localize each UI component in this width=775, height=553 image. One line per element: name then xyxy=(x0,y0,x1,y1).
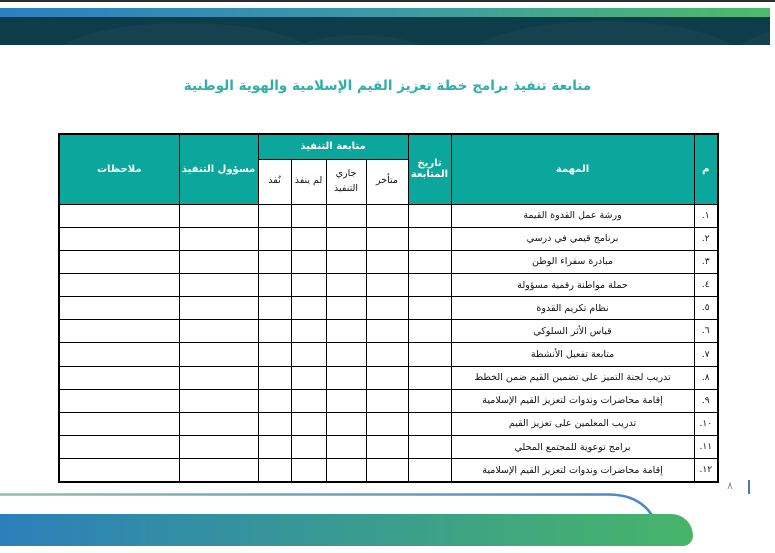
notes-cell xyxy=(59,273,179,296)
table-row xyxy=(59,366,718,389)
row-number: ٣. xyxy=(694,250,718,273)
in-progress-cell xyxy=(326,412,366,435)
in-progress-cell xyxy=(326,343,366,366)
not-executed-cell xyxy=(291,273,326,296)
table-row xyxy=(59,320,718,343)
responsible-cell xyxy=(179,250,258,273)
not-executed-cell xyxy=(291,227,326,250)
follow-date-cell xyxy=(408,389,451,412)
notes-cell xyxy=(59,343,179,366)
not-executed-cell xyxy=(291,204,326,227)
late-cell xyxy=(366,343,408,366)
responsible-cell xyxy=(179,343,258,366)
row-number: ٢. xyxy=(694,227,718,250)
page-number: ٨ xyxy=(727,480,733,492)
in-progress-cell xyxy=(326,389,366,412)
column-header-late: متأخر xyxy=(366,159,408,204)
column-header-no: م xyxy=(694,134,718,204)
page-number-divider xyxy=(748,480,750,494)
executed-cell xyxy=(258,343,291,366)
table-row xyxy=(59,343,718,366)
table-row xyxy=(59,227,718,250)
header-navy-band xyxy=(0,17,770,45)
task-name: برامج توعوية للمجتمع المحلي xyxy=(451,436,694,459)
not-executed-cell xyxy=(291,297,326,320)
follow-date-cell xyxy=(408,320,451,343)
task-name: ورشة عمل القدوة القيمة xyxy=(451,204,694,227)
table-row xyxy=(59,459,718,482)
not-executed-cell xyxy=(291,366,326,389)
row-number: ١٢. xyxy=(694,459,718,482)
not-executed-cell xyxy=(291,412,326,435)
row-number: ١. xyxy=(694,204,718,227)
task-name: متابعة تفعيل الأنشطة xyxy=(451,343,694,366)
executed-cell xyxy=(258,204,291,227)
late-cell xyxy=(366,320,408,343)
in-progress-cell xyxy=(326,250,366,273)
task-name: مبادرة سفراء الوطن xyxy=(451,250,694,273)
row-number: ١١. xyxy=(694,436,718,459)
row-number: ٩. xyxy=(694,389,718,412)
follow-date-cell xyxy=(408,273,451,296)
notes-cell xyxy=(59,320,179,343)
column-header-in-progress: جاري التنفيذ xyxy=(326,159,366,204)
executed-cell xyxy=(258,320,291,343)
row-number: ٨. xyxy=(694,366,718,389)
notes-cell xyxy=(59,204,179,227)
follow-date-cell xyxy=(408,297,451,320)
follow-date-cell xyxy=(408,227,451,250)
executed-cell xyxy=(258,366,291,389)
notes-cell xyxy=(59,459,179,482)
notes-cell xyxy=(59,389,179,412)
task-name: تدريب لجنة التميز على تضمين القيم ضمن الخطط xyxy=(451,366,694,389)
in-progress-cell xyxy=(326,459,366,482)
executed-cell xyxy=(258,297,291,320)
table-row xyxy=(59,297,718,320)
row-number: ٧. xyxy=(694,343,718,366)
late-cell xyxy=(366,227,408,250)
row-number: ١٠. xyxy=(694,412,718,435)
in-progress-cell xyxy=(326,227,366,250)
not-executed-cell xyxy=(291,389,326,412)
late-cell xyxy=(366,412,408,435)
executed-cell xyxy=(258,389,291,412)
responsible-cell xyxy=(179,436,258,459)
page-top-border xyxy=(0,0,775,2)
executed-cell xyxy=(258,273,291,296)
notes-cell xyxy=(59,412,179,435)
not-executed-cell xyxy=(291,250,326,273)
band-decor-blob xyxy=(470,21,740,45)
in-progress-cell xyxy=(326,297,366,320)
table-row xyxy=(59,412,718,435)
column-header-follow-date: تاريخ المتابعة xyxy=(408,134,451,204)
follow-up-table xyxy=(58,133,719,483)
responsible-cell xyxy=(179,227,258,250)
table-row xyxy=(59,250,718,273)
not-executed-cell xyxy=(291,320,326,343)
follow-date-cell xyxy=(408,343,451,366)
in-progress-cell xyxy=(326,204,366,227)
follow-date-cell xyxy=(408,412,451,435)
table-row xyxy=(59,389,718,412)
row-number: ٥. xyxy=(694,297,718,320)
follow-date-cell xyxy=(408,250,451,273)
executed-cell xyxy=(258,227,291,250)
responsible-cell xyxy=(179,297,258,320)
responsible-cell xyxy=(179,366,258,389)
executed-cell xyxy=(258,250,291,273)
in-progress-cell xyxy=(326,436,366,459)
responsible-cell xyxy=(179,389,258,412)
row-number: ٤. xyxy=(694,273,718,296)
notes-cell xyxy=(59,297,179,320)
table-row xyxy=(59,436,718,459)
column-header-notes: ملاحظات xyxy=(59,134,179,204)
responsible-cell xyxy=(179,412,258,435)
task-name: حملة مواطنة رقمية مسؤولة xyxy=(451,273,694,296)
not-executed-cell xyxy=(291,436,326,459)
not-executed-cell xyxy=(291,343,326,366)
band-decor-blob xyxy=(285,35,435,45)
table-row xyxy=(59,273,718,296)
executed-cell xyxy=(258,459,291,482)
task-name: إقامة محاضرات وندوات لتعزيز القيم الإسلامية xyxy=(451,389,694,412)
band-decor-blob xyxy=(55,23,315,45)
task-name: نظام تكريم القدوة xyxy=(451,297,694,320)
late-cell xyxy=(366,389,408,412)
follow-date-cell xyxy=(408,436,451,459)
notes-cell xyxy=(59,227,179,250)
executed-cell xyxy=(258,436,291,459)
executed-cell xyxy=(258,412,291,435)
responsible-cell xyxy=(179,459,258,482)
column-header-executed: نُفذ xyxy=(258,159,291,204)
notes-cell xyxy=(59,436,179,459)
late-cell xyxy=(366,204,408,227)
late-cell xyxy=(366,250,408,273)
late-cell xyxy=(366,436,408,459)
column-header-responsible: مسؤول التنفيذ xyxy=(179,134,258,204)
header-gradient-strip xyxy=(0,8,770,17)
notes-cell xyxy=(59,250,179,273)
late-cell xyxy=(366,366,408,389)
follow-date-cell xyxy=(408,204,451,227)
follow-date-cell xyxy=(408,459,451,482)
not-executed-cell xyxy=(291,459,326,482)
band-decor-blob xyxy=(735,25,770,45)
page-title: متابعة تنفيذ برامج خطة تعزيز القيم الإسلامية والهوية الوطنية xyxy=(183,78,592,94)
late-cell xyxy=(366,297,408,320)
task-name: قياس الأثر السلوكي xyxy=(451,320,694,343)
in-progress-cell xyxy=(326,273,366,296)
column-header-follow-group: متابعة التنفيذ xyxy=(258,134,408,159)
column-header-task: المهمة xyxy=(451,134,694,204)
in-progress-cell xyxy=(326,366,366,389)
late-cell xyxy=(366,459,408,482)
task-name: إقامة محاضرات وندوات لتعزيز القيم الإسلامية xyxy=(451,459,694,482)
column-header-not-executed: لم ينفذ xyxy=(291,159,326,204)
task-name: برنامج قيمي في درسي xyxy=(451,227,694,250)
responsible-cell xyxy=(179,320,258,343)
in-progress-cell xyxy=(326,320,366,343)
responsible-cell xyxy=(179,204,258,227)
responsible-cell xyxy=(179,273,258,296)
table-row xyxy=(59,204,718,227)
bottom-gradient-band xyxy=(0,514,693,546)
late-cell xyxy=(366,273,408,296)
follow-date-cell xyxy=(408,366,451,389)
task-name: تدريب المعلمين على تعزيز القيم xyxy=(451,412,694,435)
notes-cell xyxy=(59,366,179,389)
row-number: ٦. xyxy=(694,320,718,343)
